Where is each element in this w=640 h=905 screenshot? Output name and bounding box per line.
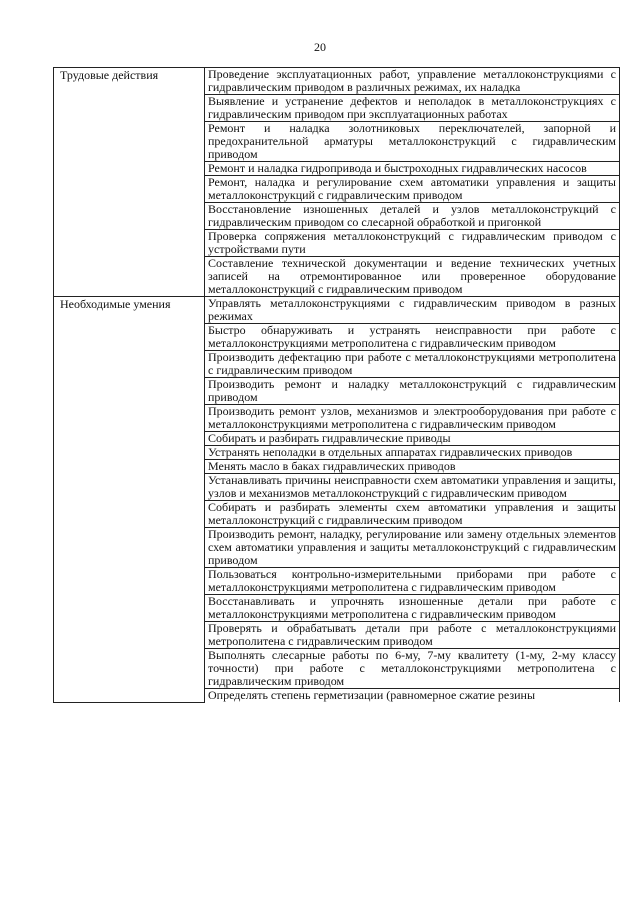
section-label: Необходимые умения [54,297,205,703]
table-cell-item: Выявление и устранение дефектов и неполадок в металлоконструкциях с гидравлическим приводом при эксплуатационных работах [205,95,620,122]
table-cell-item: Производить дефектацию при работе с металлоконструкциями метрополитена с гидравлическим приводом [205,351,620,378]
table-cell-item: Составление технической документации и ведение технических учетных записей на отремонтированное или проверенное оборудование металлоконструкций с гидравлическим приводом [205,257,620,297]
table-cell-item: Собирать и разбирать гидравлические приводы [205,432,620,446]
table-cell-item: Производить ремонт, наладку, регулирование или замену отдельных элементов схем автоматики управления и защиты металлоконструкций с гидравлическим приводом [205,528,620,568]
table-cell-item: Быстро обнаруживать и устранять неисправности при работе с металлоконструкциями метрополитена с гидравлическим приводом [205,324,620,351]
table-cell-item: Проведение эксплуатационных работ, управление металлоконструкциями с гидравлическим приводом в различных режимах, их наладка [205,68,620,95]
table-row [54,297,620,324]
table-cell-item: Ремонт, наладка и регулирование схем автоматики управления и защиты металлоконструкций с гидравлическим приводом [205,176,620,203]
competency-table [53,67,620,703]
table-cell-item: Управлять металлоконструкциями с гидравлическим приводом в разных режимах [205,297,620,324]
table-cell-item: Пользоваться контрольно-измерительными приборами при работе с металлоконструкциями метрополитена с гидравлическим приводом [205,568,620,595]
table-cell-item: Ремонт и наладка гидропривода и быстроходных гидравлических насосов [205,162,620,176]
table-cell-item: Менять масло в баках гидравлических приводов [205,460,620,474]
table-cell-item: Собирать и разбирать элементы схем автоматики управления и защиты металлоконструкций с гидравлическим приводом [205,501,620,528]
table-cell-item: Устранять неполадки в отдельных аппаратах гидравлических приводов [205,446,620,460]
table-cell-item: Определять степень герметизации (равномерное сжатие резины [205,689,620,703]
table-cell-item: Производить ремонт и наладку металлоконструкций с гидравлическим приводом [205,378,620,405]
table-cell-item: Проверка сопряжения металлоконструкций с гидравлическим приводом с устройствами пути [205,230,620,257]
page-number: 20 [314,40,326,54]
table-cell-item: Проверять и обрабатывать детали при работе с металлоконструкциями метрополитена с гидравлическим приводом [205,622,620,649]
table-row [54,68,620,95]
table-cell-item: Производить ремонт узлов, механизмов и электрооборудования при работе с металлоконструкциями метрополитена с гидравлическим приводом [205,405,620,432]
table-cell-item: Ремонт и наладка золотниковых переключателей, запорной и предохранительной арматуры металлоконструкций с гидравлическим приводом [205,122,620,162]
table-cell-item: Восстановление изношенных деталей и узлов металлоконструкций с гидравлическим приводом со слесарной обработкой и пригонкой [205,203,620,230]
table-cell-item: Восстанавливать и упрочнять изношенные детали при работе с металлоконструкциями метрополитена с гидравлическим приводом [205,595,620,622]
table-cell-item: Выполнять слесарные работы по 6-му, 7-му квалитету (1-му, 2-му классу точности) при работе с металлоконструкциями метрополитена с гидравлическим приводом [205,649,620,689]
section-label: Трудовые действия [54,68,205,297]
table-cell-item: Устанавливать причины неисправности схем автоматики управления и защиты, узлов и механизмов металлоконструкций с гидравлическим приводом [205,474,620,501]
